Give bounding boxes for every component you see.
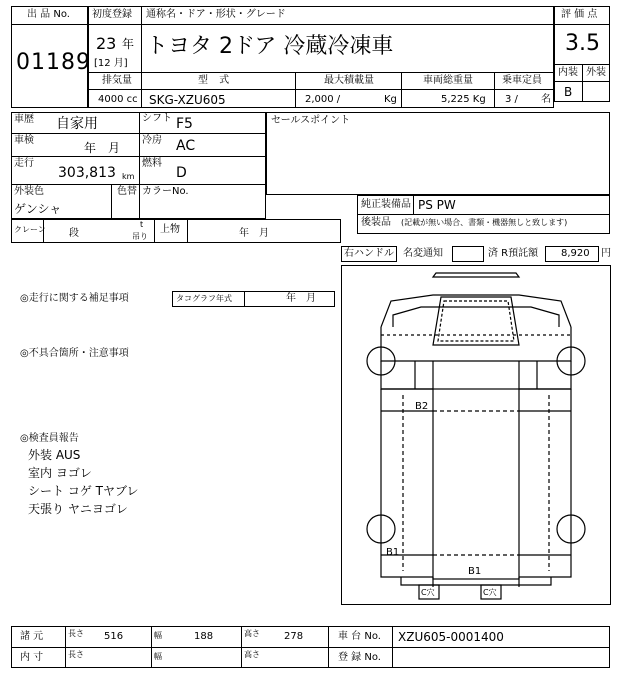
overall-grade: 3.5 <box>565 31 600 56</box>
registration-number-label: 登 録 No. <box>338 652 381 663</box>
inspector-report-label: ◎検査員報告 <box>20 433 79 444</box>
gross-weight-label: 車両総重量 <box>423 75 473 86</box>
height-label: 高さ <box>244 629 260 638</box>
equipment-value: PS PW <box>418 198 456 212</box>
c-hole-right: C穴 <box>483 588 497 597</box>
capacity-label: 乗車定員 <box>502 75 542 86</box>
crane-ton-unit: t <box>140 220 144 229</box>
upper-body-date: 年 月 <box>239 228 269 239</box>
color-change-label: 色替 <box>117 186 137 197</box>
c-hole-left: C穴 <box>421 588 435 597</box>
equipment-label: 純正装備品 <box>361 199 411 210</box>
exterior-color-label: 外装色 <box>14 186 44 197</box>
mileage-unit: km <box>122 172 135 181</box>
mileage-value: 303,813 <box>58 165 116 181</box>
defects-label: ◎不具合箇所・注意事項 <box>20 348 129 359</box>
inspector-line-3: シート コゲ Tヤブレ <box>28 484 139 498</box>
truck-diagram <box>341 265 611 605</box>
displacement-label: 排気量 <box>102 75 132 86</box>
tachograph-label: タコグラフ年式 <box>176 294 232 303</box>
history-label: 車歴 <box>14 114 34 125</box>
registration-year: 23 <box>96 34 117 53</box>
width-label: 幅 <box>154 631 162 640</box>
name-change-notice-label: 名変通知 <box>403 248 443 259</box>
inspection-value: 年 月 <box>84 141 121 155</box>
width-value: 188 <box>194 631 214 642</box>
displacement-value: 4000 cc <box>98 94 138 105</box>
mileage-label: 走行 <box>14 158 34 169</box>
grade-label: 評 価 点 <box>561 9 598 20</box>
aftermarket-note: (記載が無い場合、書類・機器無しと致します) <box>401 218 568 227</box>
lot-number: 01189 <box>16 50 91 75</box>
crane-stage: 段 <box>69 228 79 239</box>
fuel-label: 燃料 <box>142 158 162 169</box>
aftermarket-label: 後装品 <box>361 217 391 228</box>
vehicle-name: トヨタ 2ドア 冷蔵冷凍車 <box>146 34 394 59</box>
length-label: 長さ <box>68 629 84 638</box>
max-load-unit: Kg <box>384 94 397 105</box>
fuel-value: D <box>176 165 187 181</box>
driving-notes-label: ◎走行に関する補足事項 <box>20 293 129 304</box>
damage-mark-b1-rear: B1 <box>468 566 482 577</box>
inspector-line-4: 天張り ヤニヨゴレ <box>28 502 128 516</box>
shift-label: シフト <box>142 113 172 124</box>
name-change-notice-box <box>452 246 484 262</box>
capacity-unit: 名 <box>541 94 551 105</box>
inspector-line-2: 室内 ヨゴレ <box>28 466 92 480</box>
recycle-unit: 円 <box>601 248 611 259</box>
model-label: 型 式 <box>198 75 234 86</box>
damage-mark-b2: B2 <box>415 401 429 412</box>
crane-label: クレーン <box>14 225 46 234</box>
history-value: 自家用 <box>56 116 98 132</box>
capacity-value: 3 / <box>505 94 518 105</box>
interior-grade-label: 内装 <box>558 67 578 78</box>
model-value: SKG-XZU605 <box>149 93 226 107</box>
registration-year-unit: 年 <box>122 37 135 51</box>
first-registration-label: 初度登録 <box>92 9 132 20</box>
handle-value: 右ハンドル <box>344 248 394 259</box>
inner-width-label: 幅 <box>154 652 162 661</box>
upper-body-label: 上物 <box>160 224 180 235</box>
max-load-value: 2,000 / <box>305 94 341 105</box>
color-code-label: カラーNo. <box>142 186 189 197</box>
height-value: 278 <box>284 631 304 642</box>
interior-grade: B <box>564 85 573 99</box>
length-value: 516 <box>104 631 124 642</box>
exterior-grade-label: 外装 <box>586 67 606 78</box>
chassis-label: 車 台 No. <box>338 631 381 642</box>
inspection-label: 車検 <box>14 135 34 146</box>
recycle-amount: 8,920 <box>561 248 590 259</box>
max-load-label: 最大積載量 <box>324 75 374 86</box>
shift-value: F5 <box>176 116 193 132</box>
recycle-label: 済 R預託額 <box>488 248 539 259</box>
chassis-number: XZU605-0001400 <box>398 630 504 644</box>
lot-number-label: 出 品 No. <box>27 9 70 20</box>
inspector-line-1: 外装 AUS <box>28 448 81 462</box>
tachograph-value: 年 月 <box>286 293 316 304</box>
damage-mark-b1-left: B1 <box>386 547 400 558</box>
inner-length-label: 長さ <box>68 650 84 659</box>
ac-value: AC <box>176 138 196 154</box>
registration-month: [12 月] <box>94 58 128 69</box>
vehicle-name-label: 通称名・ドア・形状・グレード <box>146 9 286 20</box>
inner-height-label: 高さ <box>244 650 260 659</box>
inner-size-label: 内 寸 <box>20 652 44 663</box>
gross-weight-value: 5,225 Kg <box>441 94 486 105</box>
exterior-color-value: ゲンシャ <box>14 202 62 216</box>
ac-label: 冷房 <box>142 135 162 146</box>
spec-label: 諸 元 <box>20 631 44 642</box>
crane-lift: 吊り <box>132 232 148 241</box>
sales-point-label: セールスポイント <box>271 115 351 126</box>
